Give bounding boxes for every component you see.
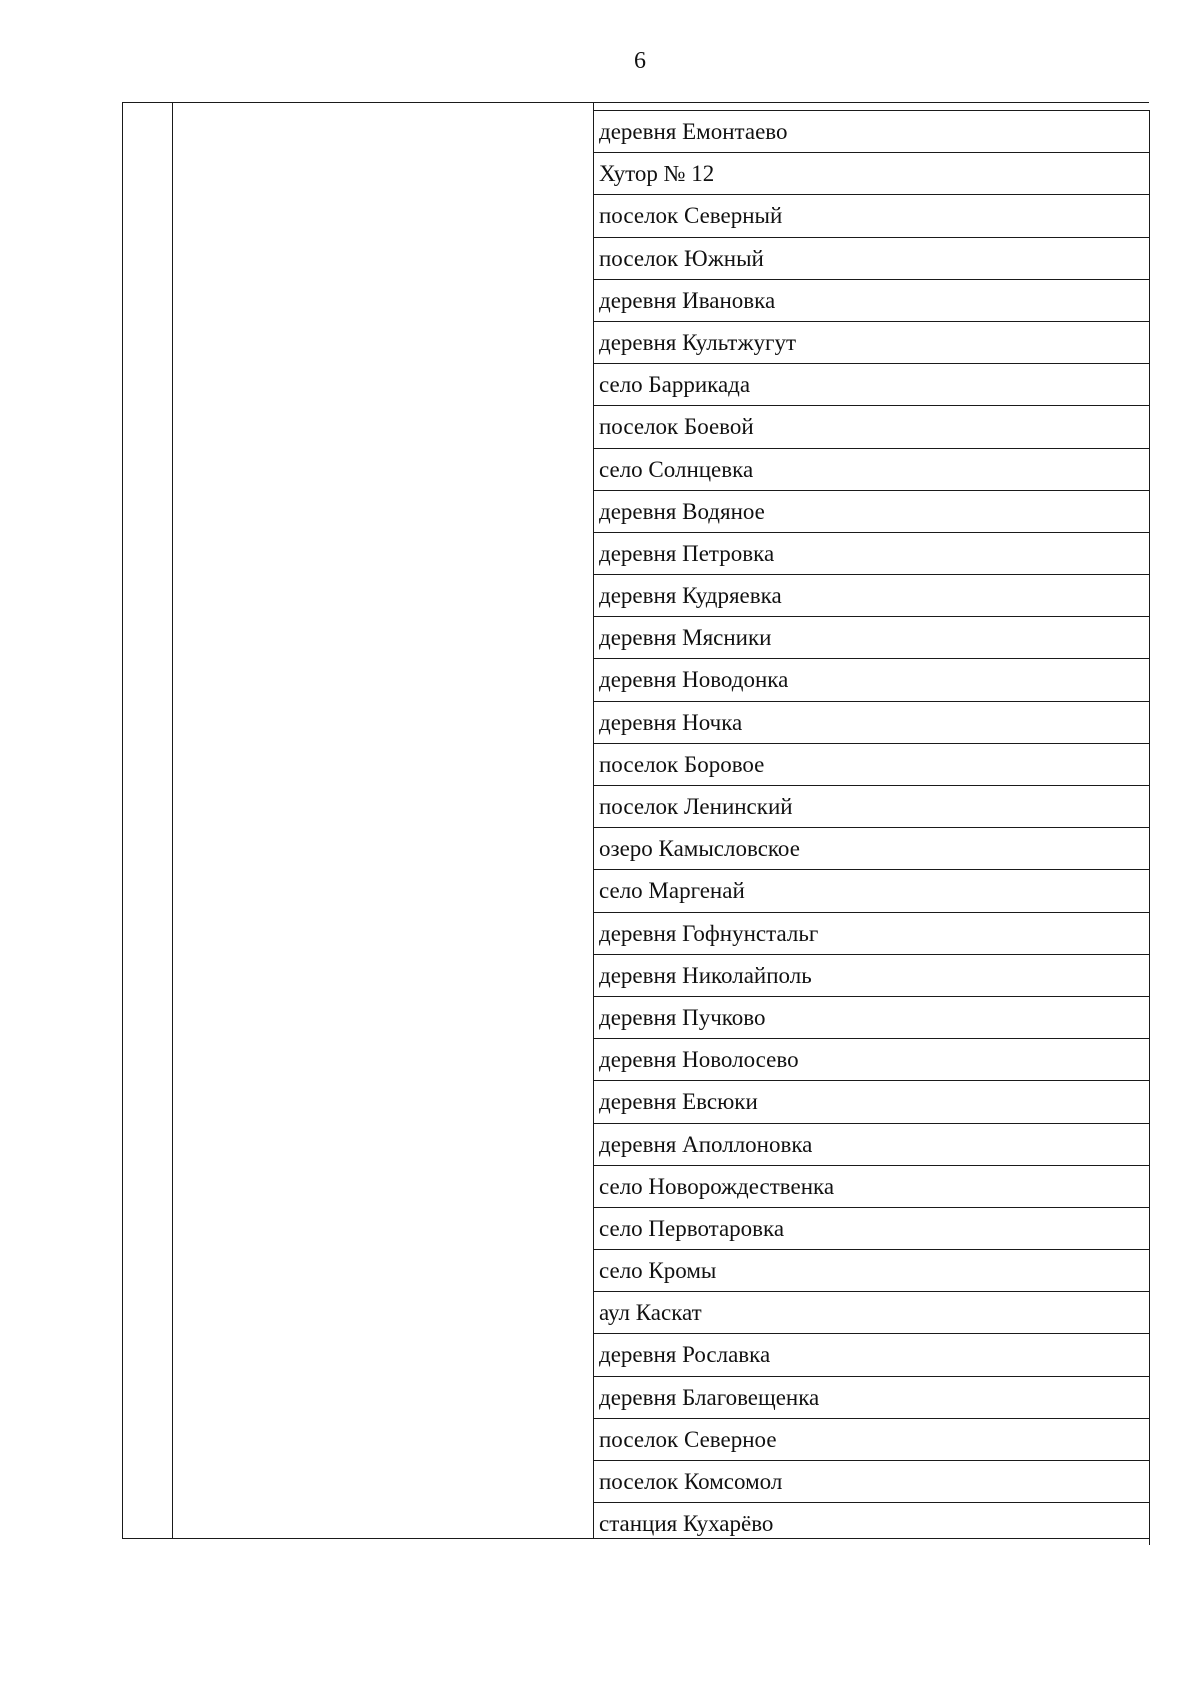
settlement-name-cell: село Маргенай <box>593 870 1149 912</box>
settlement-name-cell: деревня Водяное <box>593 491 1149 533</box>
settlement-name-cell: поселок Северный <box>593 195 1149 237</box>
settlement-name-cell: деревня Культжугут <box>593 322 1149 364</box>
settlements-table <box>122 102 1149 1539</box>
settlement-name-cell: деревня Рославка <box>593 1334 1149 1376</box>
settlement-name-cell: село Солнцевка <box>593 449 1149 491</box>
settlement-name-cell: поселок Боевой <box>593 406 1149 448</box>
settlement-name-cell: деревня Петровка <box>593 533 1149 575</box>
settlement-name-cell: станция Кухарёво <box>599 1511 774 1537</box>
column-divider-number <box>172 103 173 1538</box>
page-number: 6 <box>634 48 646 74</box>
settlement-name-cell: деревня Аполлоновка <box>593 1124 1149 1166</box>
settlement-name-column <box>593 110 1150 1545</box>
settlement-name-cell: поселок Ленинский <box>593 786 1149 828</box>
settlement-name-cell: деревня Евсюки <box>593 1081 1149 1123</box>
settlement-name-cell: село Баррикада <box>593 364 1149 406</box>
settlement-name-cell: деревня Новолосево <box>593 1039 1149 1081</box>
settlement-name-cell: село Кромы <box>593 1250 1149 1292</box>
settlement-name-cell: село Первотаровка <box>593 1208 1149 1250</box>
settlement-name-cell: деревня Ивановка <box>593 280 1149 322</box>
settlement-name-cell: поселок Северное <box>593 1419 1149 1461</box>
settlement-name-cell: аул Каскат <box>593 1292 1149 1334</box>
settlement-name-cell: Хутор № 12 <box>593 153 1149 195</box>
settlement-name-cell: деревня Мясники <box>593 617 1149 659</box>
settlement-name-cell: деревня Кудряевка <box>593 575 1149 617</box>
settlement-name-cell: поселок Южный <box>593 238 1149 280</box>
settlement-name-cell: деревня Новодонка <box>593 659 1149 701</box>
settlement-name-cell: деревня Емонтаево <box>593 111 1149 153</box>
settlement-name-cell: поселок Комсомол <box>593 1461 1149 1503</box>
settlement-name-cell: деревня Гофнунстальг <box>593 913 1149 955</box>
settlement-name-cell: деревня Благовещенка <box>593 1377 1149 1419</box>
settlement-name-cell: деревня Ночка <box>593 702 1149 744</box>
settlement-name-cell: поселок Боровое <box>593 744 1149 786</box>
settlement-name-cell: деревня Николайполь <box>593 955 1149 997</box>
settlement-name-cell: село Новорождественка <box>593 1166 1149 1208</box>
settlement-name-cell: деревня Пучково <box>593 997 1149 1039</box>
settlement-name-cell: озеро Камысловское <box>593 828 1149 870</box>
